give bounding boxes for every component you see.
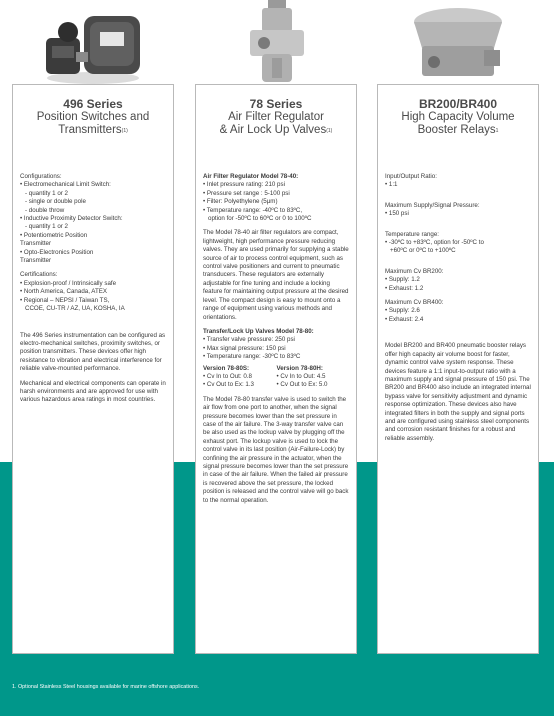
footnote-ref: (1) bbox=[326, 128, 333, 134]
text-line: Maximum Supply/Signal Pressure: bbox=[385, 201, 480, 209]
br200-br400-product-image bbox=[400, 4, 516, 84]
text-line: • Cv In to Out: 4.5 bbox=[276, 372, 326, 380]
text-line: - quantity 1 or 2 bbox=[25, 189, 68, 197]
card-subtitle-line2: Transmitters bbox=[58, 124, 122, 136]
text-line: • Temperature range: -30ºC to 83ºC bbox=[203, 353, 301, 361]
text-line: • Temperature range: -40ºC to 83ºC, bbox=[203, 206, 303, 214]
footnote-ref: 1 bbox=[495, 128, 499, 134]
paragraph: The Model 78-40 air filter regulators are compact, lightweight, high performance pressure reducing valves. They are used primarily for supplying a stable source of air to process control equipment, such as control valve positioners and current to pneumatic transducers. These regulators are externally adjustable for fine tuning and include a locking feature for maintaining output pressure at the desired level. The compact design is easy to mount onto a range of equipment using various methods and orientations. bbox=[203, 229, 349, 321]
card-series-title: BR200/BR400 bbox=[418, 97, 498, 111]
text-line: Certifications: bbox=[20, 271, 58, 279]
section-heading: Air Filter Regulator Model 78-40: bbox=[203, 173, 299, 180]
text-line: • Electromechanical Limit Switch: bbox=[20, 181, 111, 189]
text-line: Maximum Cv BR200: bbox=[385, 267, 444, 275]
card-subtitle-line2: Booster Relays bbox=[417, 124, 496, 136]
text-line: • Potentiometric Position bbox=[20, 231, 88, 239]
text-line: option for -50ºC to 60ºC or 0 to 100ºC bbox=[208, 215, 312, 223]
footnote-ref: (1) bbox=[121, 128, 128, 134]
card-br200-br400 bbox=[377, 84, 539, 654]
card-496-series bbox=[12, 84, 174, 654]
paragraph: The Model 78-80 transfer valve is used to switch the air flow from one port to another, when the signal pressure becomes lower than the set pressure in case of the air failure. The 3-way transfer valve can be also used as the lockup valve by plugging off the exhaust port. The lockup valve is used to lock the control valve in its last position (Air-Failure-Lock) by confining the air pressure in the actuator, when the signal pressure becomes lower than the set pressure in case of the air failure. When the failed air pressure is recovered above the set pressure, the locked position is released and the control valve will go back to the normal operation. bbox=[203, 395, 349, 504]
text-line: • Explosion-proof / Intrinsically safe bbox=[20, 279, 117, 287]
card-subtitle-line1: Position Switches and bbox=[36, 111, 150, 123]
text-line: Transmitter bbox=[20, 257, 52, 265]
text-line: • Inductive Proximity Detector Switch: bbox=[20, 215, 123, 223]
card-subtitle-line1: High Capacity Volume bbox=[401, 111, 515, 123]
card-series-title: 78 Series bbox=[249, 97, 303, 111]
text-line: • -30ºC to +83ºC, option for -50ºC to bbox=[385, 239, 484, 247]
text-line: • Transfer valve pressure: 250 psi bbox=[203, 336, 295, 344]
78-series-product-image bbox=[236, 0, 318, 86]
text-line: • Cv Out to Ex: 1.3 bbox=[203, 381, 254, 389]
text-line: - quantity 1 or 2 bbox=[25, 223, 68, 231]
version-heading: Version 78-80S: bbox=[203, 364, 250, 372]
text-line: • 1:1 bbox=[385, 181, 398, 189]
text-line: • 150 psi bbox=[385, 210, 409, 218]
text-line: • Supply: 2.6 bbox=[385, 307, 420, 315]
card-body bbox=[196, 173, 356, 505]
text-line: CCOE, CU-TR / AZ, UA, KOSHA, IA bbox=[25, 305, 125, 313]
text-line: • Filter: Polyethylene (5μm) bbox=[203, 198, 278, 206]
496-series-product-image bbox=[38, 2, 148, 86]
text-line: • Inlet pressure rating: 210 psi bbox=[203, 181, 285, 189]
text-line: • Exhaust: 2.4 bbox=[385, 315, 424, 323]
text-line: Input/Output Ratio: bbox=[385, 173, 437, 180]
text-line: Maximum Cv BR400: bbox=[385, 299, 444, 307]
version-heading: Version 78-80H: bbox=[276, 364, 323, 372]
text-line: • Exhaust: 1.2 bbox=[385, 284, 424, 292]
text-line: • Supply: 1.2 bbox=[385, 276, 420, 284]
text-line: - double throw bbox=[25, 206, 65, 214]
text-line: • Pressure set range : 5-100 psi bbox=[203, 189, 290, 197]
paragraph: Mechanical and electrical components can operate in harsh environments and are approved for use with various hazardous area ratings in most countries. bbox=[20, 379, 166, 404]
text-line: Transmitter bbox=[20, 240, 52, 248]
text-line: - single or double pole bbox=[25, 198, 86, 206]
text-line: Configurations: bbox=[20, 173, 62, 180]
text-line: • Opto-Electronics Position bbox=[20, 248, 94, 256]
text-line: +60ºC or 0ºC to +100ºC bbox=[390, 247, 456, 255]
card-body bbox=[378, 173, 538, 443]
text-line: • Cv In to Out: 0.8 bbox=[203, 372, 252, 380]
text-line: Temperature range: bbox=[385, 230, 439, 238]
card-78-series bbox=[195, 84, 357, 654]
card-series-title: 496 Series bbox=[63, 97, 123, 111]
text-line: • Cv Out to Ex: 5.0 bbox=[276, 381, 328, 389]
card-subtitle-line2: & Air Lock Up Valves bbox=[219, 124, 327, 136]
footnote: 1. Optional Stainless Steel housings available for marine offshore applications. bbox=[12, 684, 200, 690]
card-subtitle-line1: Air Filter Regulator bbox=[228, 111, 324, 123]
section-heading: Transfer/Lock Up Valves Model 78-80: bbox=[203, 327, 314, 335]
paragraph: The 496 Series instrumentation can be configured as electro-mechanical switches, proximity switches, or position transmitters. These devices offer high resistance to vibration and electrical interference for reliable valve-mounted performance. bbox=[20, 331, 166, 373]
text-line: • Regional – NEPSI / Taiwan TS, bbox=[20, 296, 110, 304]
paragraph: Model BR200 and BR400 pneumatic booster relays offer high capacity air volume boost for faster, dynamic control valve system response. These devices feature a 1:1 input-to-output ratio with a maximum supply and signal pressure of 150 psi. The BR200 and BR400 also include an integrated internal bypass valve for sensitivity adjustment and dynamic response optimization. These devices also have integrated filters in both the supply and signal ports and are configured using stainless steel components and corrosion resistant finishes for a robust and reliable assembly. bbox=[385, 342, 531, 442]
card-body bbox=[13, 173, 173, 405]
text-line: • North America, Canada, ATEX bbox=[20, 288, 107, 296]
text-line: • Max signal pressure: 150 psi bbox=[203, 344, 286, 352]
